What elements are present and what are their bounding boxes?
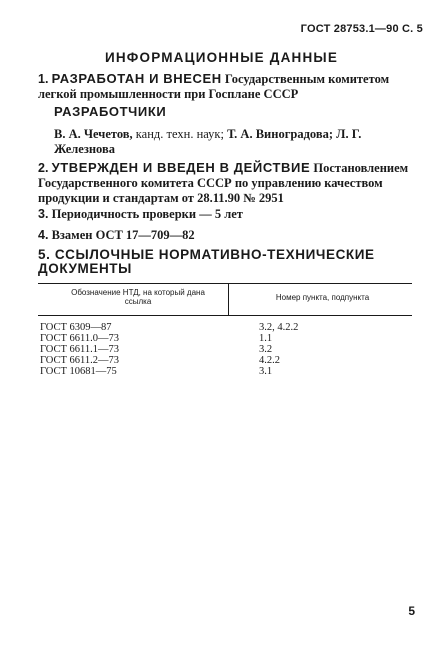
table-header-rule [38,315,412,316]
section-4-text: Взамен ОСТ 17—709—82 [51,228,195,242]
page-title: ИНФОРМАЦИОННЫЕ ДАННЫЕ [104,50,339,65]
table-column-divider [228,283,229,315]
section-3-number: 3. [38,207,49,221]
section-5-heading: ССЫЛОЧНЫЕ НОРМАТИВНО-ТЕХНИЧЕСКИЕ ДОКУМЕНТЫ [38,247,375,276]
section-1-text: Государственным комитетом легкой промышленности при Госплане СССР [38,72,390,101]
section-1-number: 1. [38,72,49,86]
table-row-3-doc: ГОСТ 6611.1—73 [40,344,120,355]
table-row-5-doc: ГОСТ 10681—75 [40,366,117,377]
table-row-1-clause: 3.2, 4.2.2 [259,322,299,333]
section-3 [38,207,418,222]
developer-2: Т. А. Виноградова; [227,127,334,141]
section-5-number: 5. [38,247,51,262]
document-reference: ГОСТ 28753.1—90 С. 5 [300,23,423,35]
table-header-clause: Номер пункта, подпункта [275,293,370,302]
developer-1: В. А. Чечетов, [54,127,133,141]
section-2-number: 2. [38,161,49,175]
section-5 [38,248,418,276]
developer-1-title: канд. техн. наук; [135,127,224,141]
page-number: 5 [408,604,415,618]
section-1 [38,71,418,102]
developers-list [54,127,419,157]
table-row-2-clause: 1.1 [259,333,273,344]
section-3-text: Периодичность проверки — 5 лет [51,207,243,221]
table-row-1-doc: ГОСТ 6309—87 [40,322,112,333]
section-4-number: 4. [38,228,49,242]
developer-3: Л. Г. Железнова [54,127,362,156]
table-row-4-clause: 4.2.2 [259,355,280,366]
table-top-rule [38,283,412,284]
section-2 [38,160,418,206]
section-1-heading: РАЗРАБОТАН И ВНЕСЕН [51,71,222,86]
section-4 [38,228,418,243]
table-row-3-clause: 3.2 [259,344,273,355]
table-row-2-doc: ГОСТ 6611.0—73 [40,333,120,344]
section-2-heading: УТВЕРЖДЕН И ВВЕДЕН В ДЕЙСТВИЕ [51,160,311,175]
developers-heading: РАЗРАБОТЧИКИ [54,104,167,119]
section-2-text: Постановлением Государственного комитета СССР по управлению качеством продукции и стандартам от 28.11.90 № 2951 [38,161,409,205]
table-header-designation: Обозначение НТД, на который дана ссылка [71,288,205,306]
table-row-5-clause: 3.1 [259,366,273,377]
table-row-4-doc: ГОСТ 6611.2—73 [40,355,120,366]
